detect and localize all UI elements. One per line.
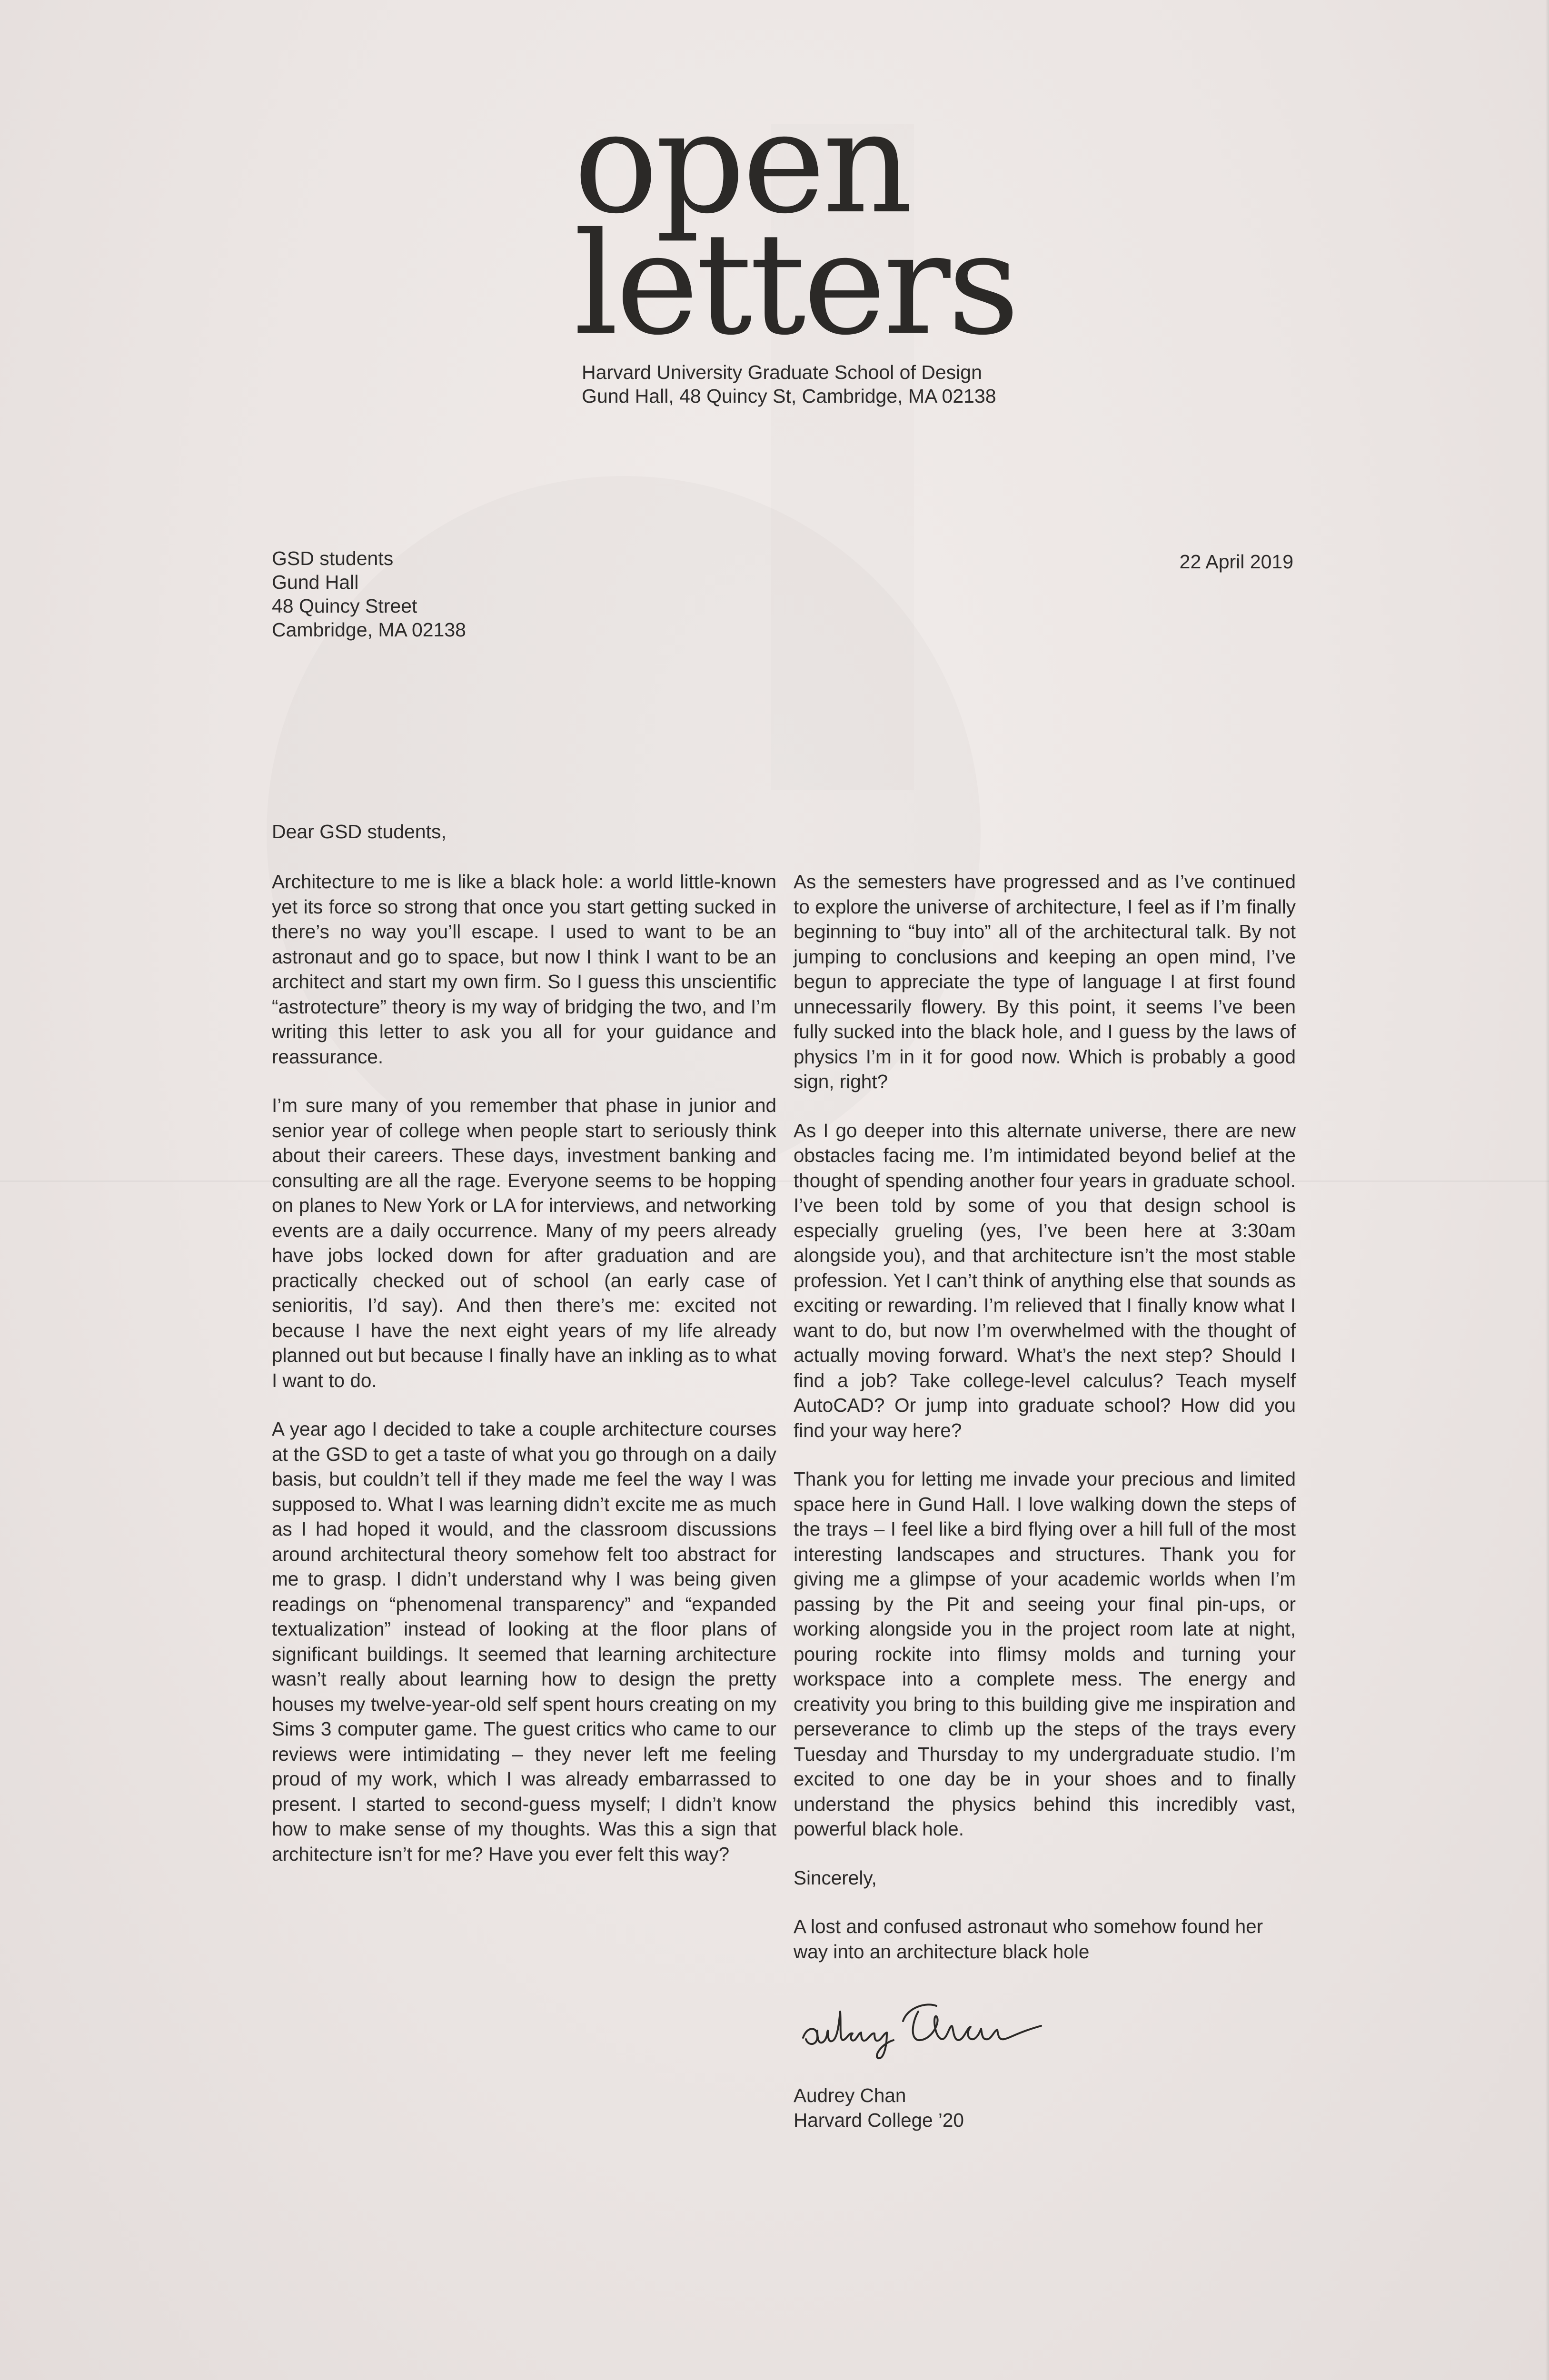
masthead-line-open: open — [574, 81, 911, 245]
body-paragraph: As I go deeper into this alternate universe, there are new obstacles facing me. I’m intimidated beyond belief at the thought of spending another four years in graduate school. I’ve been told by some of you that design school is especially grueling (yes, I’ve been here at 3:30am alongside you), and that architecture isn’t the most stable profession. Yet I can’t think of anything else that sounds as exciting or rewarding. I’m relieved that I finally know what I want to do, but now I’m overwhelmed with the thought of actually moving forward. What’s the next step? Should I find a job? Take college-level calculus? Teach myself AutoCAD? Or jump into graduate school? How did you find your way here? — [794, 1119, 1296, 1441]
body-paragraph: I’m sure many of you remember that phase in junior and senior year of college when people start to seriously think about their careers. These days, investment banking and consulting are all the rage. Everyone seems to be hopping on planes to New York or LA for interviews, and networking events are a daily occurrence. Many of my peers already have jobs locked down for after graduation and are practically checked out of school (an early case of senioritis, I’d say). And then there’s me: excited not because I have the next eight years of my life already planned out but because I finally have an inkling as to what I want to do. — [272, 1094, 776, 1391]
organization-block — [582, 360, 996, 408]
masthead-line-letters: letters — [574, 202, 1017, 366]
salutation: Dear GSD students, — [272, 821, 447, 843]
letter-date: 22 April 2019 — [1179, 551, 1293, 573]
recipient-address — [272, 546, 466, 642]
organization-name: Harvard University Graduate School of Design — [582, 361, 982, 383]
body-column-right — [794, 869, 1296, 2132]
body-paragraph: A year ago I decided to take a couple architecture courses at the GSD to get a taste of what you go through on a daily basis, but couldn’t tell if they made me feel the way I was supposed to. What I was learning didn’t excite me as much as I had hoped it would, and the classroom discussions around architectural theory somehow felt too abstract for me to grasp. I didn’t understand why I was being given readings on “phenomenal transparency” and “expanded textualization” instead of looking at the floor plans of significant buildings. It seemed that learning architecture wasn’t really about learning how to design the pretty houses my twelve-year-old self spent hours creating on my Sims 3 computer game. The guest critics who came to our reviews were intimidating – they never left me feeling proud of my work, which I was already embarrassed to present. I started to second-guess myself; I didn’t know how to make sense of my thoughts. Was this a sign that architecture isn’t for me? Have you ever felt this way? — [272, 1418, 776, 1865]
handwritten-signature — [794, 1993, 1098, 2064]
body-paragraph: Architecture to me is like a black hole: a world little-known yet its force so strong that once you start getting sucked in there’s no way you’ll escape. I used to want to be an astronaut and go to space, but now I think I want to be an architect and start my own firm. So I guess this unscientific “astrotecture” theory is my way of bridging the two, and I’m writing this letter to ask you all for your guidance and reassurance. — [272, 871, 776, 1068]
body-column-left — [272, 869, 776, 1890]
masthead-logo — [574, 81, 1050, 366]
recipient-line: Cambridge, MA 02138 — [272, 619, 466, 641]
signer-name: Audrey Chan — [794, 2084, 906, 2106]
closing-line: Sincerely, — [794, 1866, 877, 1889]
signer-affiliation: Harvard College ’20 — [794, 2109, 964, 2131]
body-paragraph: As the semesters have progressed and as I’ve continued to explore the universe of architecture, I feel as if I’m finally beginning to “buy into” all of the architectural talk. By not jumping to conclusions and keeping an open mind, I’ve begun to appreciate the type of language I at first found unnecessarily flowery. By this point, it seems I’ve been fully sucked into the black hole, and I guess by the laws of physics I’m in it for good now. Which is probably a good sign, right? — [794, 871, 1296, 1092]
recipient-line: Gund Hall — [272, 571, 359, 593]
signoff-line: A lost and confused astronaut who somehow found her way into an architecture black hole — [794, 1915, 1263, 1963]
paper-edge-shadow — [1545, 0, 1549, 2380]
signer-block — [794, 2083, 1296, 2132]
body-paragraph: Thank you for letting me invade your precious and limited space here in Gund Hall. I love walking down the steps of the trays – I feel like a bird flying over a hill full of the most interesting landscapes and structures. Thank you for giving me a glimpse of your academic worlds when I’m passing by the Pit and seeing your final pin-ups, or working alongside you in the project room late at night, pouring rockite into flimsy molds and turning your workspace into a complete mess. The energy and creativity you bring to this building give me inspiration and perseverance to climb up the steps of the trays every Tuesday and Thursday to my undergraduate studio. I’m excited to one day be in your shoes and to finally understand the physics behind this incredibly vast, powerful black hole. — [794, 1468, 1296, 1840]
recipient-line: 48 Quincy Street — [272, 595, 417, 617]
organization-address: Gund Hall, 48 Quincy St, Cambridge, MA 02138 — [582, 385, 996, 407]
recipient-line: GSD students — [272, 547, 394, 569]
